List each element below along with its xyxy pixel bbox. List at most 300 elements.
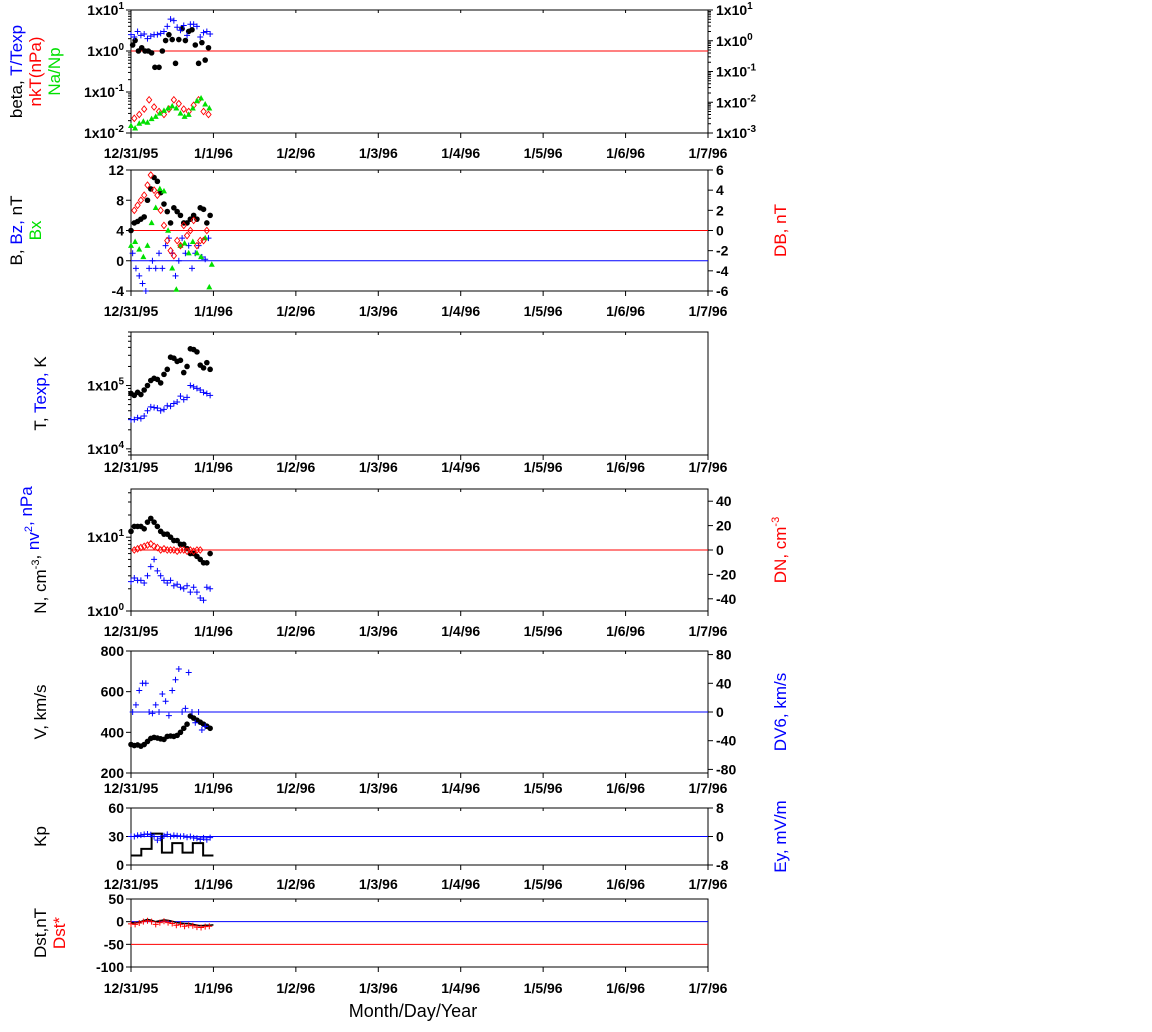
y-tick-label: 0 <box>116 252 124 269</box>
data-point <box>201 365 207 371</box>
data-point <box>189 27 195 33</box>
data-point <box>133 702 139 708</box>
y-tick-label: $1x10^{-1}$ <box>83 83 124 100</box>
data-point <box>204 560 210 566</box>
data-point <box>164 209 170 215</box>
x-tick-label: 1/6/96 <box>606 876 646 892</box>
x-tick-label: 1/2/96 <box>276 980 316 996</box>
data-point <box>138 32 144 38</box>
data-point <box>168 220 174 226</box>
data-point <box>148 404 154 410</box>
data-point <box>143 288 149 294</box>
data-point <box>184 364 190 370</box>
data-point <box>184 583 190 589</box>
data-point <box>175 237 180 243</box>
data-point <box>187 383 193 389</box>
data-point <box>136 687 142 693</box>
data-point <box>155 524 161 530</box>
x-tick-label: 1/5/96 <box>523 623 563 639</box>
y-tick-label: $1x10^1$ <box>87 1 124 18</box>
data-point <box>168 16 174 22</box>
data-point <box>199 727 205 733</box>
data-point <box>171 18 177 24</box>
x-tick-label: 1/7/96 <box>688 623 728 639</box>
data-point <box>141 526 147 532</box>
y-axis-label: Na/Np <box>45 47 64 96</box>
x-tick-label: 1/6/96 <box>606 459 646 475</box>
data-point <box>176 100 181 106</box>
panel-magnetic-field <box>7 162 790 319</box>
data-point <box>140 254 146 260</box>
data-point <box>154 32 160 38</box>
data-point <box>181 106 186 112</box>
data-point <box>169 687 175 693</box>
y-tick-label: 800 <box>100 643 124 659</box>
data-point <box>156 65 162 71</box>
data-point <box>128 529 134 535</box>
y-axis-label: V, km/s <box>31 684 50 740</box>
data-point <box>140 280 146 286</box>
x-tick-label: 1/3/96 <box>358 980 398 996</box>
data-point <box>183 38 189 44</box>
data-point <box>166 32 172 38</box>
x-tick-label: 1/3/96 <box>358 623 398 639</box>
x-tick-label: 1/6/96 <box>606 980 646 996</box>
right-y-tick-label: -40 <box>716 590 737 607</box>
series-dv6 <box>130 666 209 733</box>
data-point <box>135 28 141 34</box>
y-axis-label: Dst* <box>50 916 69 950</box>
data-point <box>149 258 155 264</box>
right-y-tick-label: 6 <box>716 162 724 178</box>
x-tick-label: 1/4/96 <box>441 459 481 475</box>
data-point <box>194 589 200 595</box>
data-point <box>190 239 196 245</box>
data-point <box>137 111 142 117</box>
data-point <box>196 61 202 67</box>
data-point <box>158 408 164 414</box>
x-tick-label: 1/5/96 <box>523 459 563 475</box>
data-point <box>181 370 187 376</box>
data-point <box>178 358 184 364</box>
x-tick-label: 1/1/96 <box>193 145 233 161</box>
x-tick-label: 12/31/95 <box>103 145 159 161</box>
x-tick-label: 1/7/96 <box>688 459 728 475</box>
x-tick-label: 1/2/96 <box>276 876 316 892</box>
data-point <box>207 586 213 592</box>
x-tick-label: 1/2/96 <box>276 459 316 475</box>
x-tick-label: 1/1/96 <box>193 459 233 475</box>
data-point <box>151 556 157 562</box>
x-tick-label: 1/4/96 <box>441 145 481 161</box>
right-y-tick-label: -80 <box>716 761 737 778</box>
data-point <box>206 45 212 51</box>
data-point <box>197 34 203 40</box>
data-point <box>132 38 138 44</box>
data-point <box>201 207 207 213</box>
data-point <box>147 97 152 103</box>
plot-frame <box>131 899 708 967</box>
data-point <box>153 205 159 211</box>
x-tick-label: 1/1/96 <box>193 303 233 319</box>
series-bz <box>130 235 212 294</box>
right-y-tick-label: 0 <box>716 704 724 720</box>
data-point <box>153 702 159 708</box>
x-tick-label: 1/4/96 <box>441 303 481 319</box>
y-tick-label: $1x10^1$ <box>87 528 124 546</box>
data-point <box>161 918 167 924</box>
data-point <box>149 50 155 56</box>
data-point <box>163 38 169 44</box>
data-point <box>171 583 177 589</box>
right-y-tick-label: 40 <box>716 493 732 510</box>
x-tick-label: 12/31/95 <box>103 623 159 639</box>
data-point <box>184 834 190 840</box>
y-tick-label: $1x10^0$ <box>87 42 124 59</box>
data-point <box>181 586 187 592</box>
data-point <box>202 57 208 63</box>
data-point <box>187 834 193 840</box>
panel-beta <box>7 1 756 161</box>
y-tick-label: 400 <box>100 724 124 741</box>
x-tick-label: 1/5/96 <box>523 780 563 796</box>
data-point <box>136 273 142 279</box>
x-tick-label: 1/7/96 <box>688 145 728 161</box>
data-point <box>132 207 137 213</box>
y-tick-label: 8 <box>116 192 124 209</box>
data-point <box>201 30 207 36</box>
data-point <box>169 103 175 109</box>
data-point <box>169 37 175 43</box>
data-point <box>135 202 140 208</box>
x-tick-label: 1/2/96 <box>276 145 316 161</box>
series-dn <box>132 541 203 555</box>
data-point <box>146 265 152 271</box>
data-point <box>186 250 192 256</box>
data-point <box>181 833 187 839</box>
x-tick-label: 1/5/96 <box>523 876 563 892</box>
data-point <box>187 589 193 595</box>
data-point <box>155 179 161 185</box>
data-point <box>144 408 150 414</box>
y-tick-label: 30 <box>108 828 124 845</box>
data-point <box>164 367 170 373</box>
data-point <box>171 401 177 407</box>
y-axis-label: nkT(nPa) <box>26 36 45 107</box>
y-tick-label: -4 <box>111 283 124 299</box>
x-tick-label: 1/1/96 <box>193 623 233 639</box>
data-point <box>141 387 147 393</box>
panel-kp <box>31 800 790 892</box>
y-tick-label: 200 <box>100 765 124 781</box>
data-point <box>177 393 183 399</box>
y-tick-label: -50 <box>103 936 124 953</box>
data-point <box>201 108 206 114</box>
data-point <box>132 239 138 245</box>
data-point <box>144 242 150 248</box>
x-tick-label: 1/5/96 <box>523 145 563 161</box>
data-point <box>189 265 195 271</box>
data-point <box>149 220 155 226</box>
x-tick-label: 1/7/96 <box>688 980 728 996</box>
data-point <box>142 106 147 112</box>
y-axis-label: Kp <box>31 826 50 847</box>
x-tick-label: 1/2/96 <box>276 780 316 796</box>
x-tick-label: 1/4/96 <box>441 780 481 796</box>
data-point <box>128 122 134 128</box>
y-tick-label: 60 <box>108 800 124 816</box>
data-point <box>159 265 165 271</box>
right-y-tick-label: 20 <box>716 517 732 534</box>
data-point <box>174 24 180 30</box>
data-point <box>194 385 200 391</box>
data-point <box>194 349 200 355</box>
right-y-tick-label: -20 <box>716 566 737 583</box>
x-tick-label: 1/7/96 <box>688 876 728 892</box>
data-point <box>202 101 208 107</box>
data-point <box>138 416 144 422</box>
right-y-tick-label: 40 <box>716 675 732 692</box>
x-tick-label: 12/31/95 <box>103 780 159 796</box>
x-tick-label: 1/6/96 <box>606 145 646 161</box>
data-point <box>151 104 156 110</box>
panel-dst <box>31 891 728 996</box>
data-point <box>148 564 154 570</box>
data-point <box>168 403 174 409</box>
panel-velocity <box>31 643 790 796</box>
data-point <box>169 265 175 271</box>
right-y-tick-label: 8 <box>716 800 724 816</box>
data-point <box>206 111 211 117</box>
data-point <box>141 214 147 220</box>
data-point <box>174 581 180 587</box>
data-point <box>196 709 202 715</box>
series-texp <box>128 383 213 423</box>
right-y-tick-label: -40 <box>716 732 737 749</box>
y-tick-label: $1x10^5$ <box>87 376 124 394</box>
data-point <box>161 406 167 412</box>
data-point <box>156 709 162 715</box>
data-point <box>141 413 147 419</box>
y-axis-label: Dst,nT <box>31 907 50 959</box>
right-axis-label: Ey, mV/m <box>771 800 790 873</box>
data-point <box>179 709 185 715</box>
data-point <box>161 222 166 228</box>
data-point <box>171 97 176 103</box>
data-point <box>133 265 139 271</box>
panel-density <box>17 486 790 639</box>
data-point <box>191 384 197 390</box>
data-point <box>131 834 137 840</box>
data-point <box>143 680 149 686</box>
right-y-tick-label: 0 <box>716 542 724 558</box>
data-point <box>128 228 134 234</box>
data-point <box>178 213 184 219</box>
y-axis-label: Bx <box>26 220 45 241</box>
right-y-tick-label: 0 <box>716 828 724 845</box>
x-tick-label: 1/7/96 <box>688 303 728 319</box>
data-point <box>204 584 210 590</box>
right-y-tick-label: 0 <box>716 222 724 239</box>
data-point <box>186 670 192 676</box>
x-tick-label: 1/2/96 <box>276 623 316 639</box>
series-ey <box>128 831 213 843</box>
y-tick-label: $1x10^{-2}$ <box>83 124 124 141</box>
series-n <box>128 516 213 566</box>
data-point <box>182 705 188 711</box>
series-nv2 <box>128 556 213 603</box>
plot-frame <box>131 332 708 455</box>
plot-frame <box>131 10 708 133</box>
right-y-tick-label: $1x10^{-2}$ <box>716 93 757 111</box>
data-point <box>206 284 212 290</box>
y-tick-label: 0 <box>116 857 124 873</box>
data-point <box>176 258 182 264</box>
data-point <box>177 584 183 590</box>
x-tick-label: 12/31/95 <box>103 980 159 996</box>
data-point <box>191 584 197 590</box>
data-point <box>160 48 166 54</box>
data-point <box>184 232 189 238</box>
x-tick-label: 1/4/96 <box>441 876 481 892</box>
series-v <box>128 713 213 749</box>
right-y-tick-label: 80 <box>716 646 732 663</box>
data-point <box>145 197 151 203</box>
right-y-tick-label: -6 <box>716 283 729 299</box>
data-point <box>145 383 151 389</box>
data-point <box>161 372 167 378</box>
y-tick-label: $1x10^0$ <box>87 602 124 619</box>
data-point <box>164 23 170 29</box>
data-point <box>146 709 152 715</box>
data-point <box>176 666 182 672</box>
x-tick-label: 1/3/96 <box>358 145 398 161</box>
x-tick-label: 1/5/96 <box>523 980 563 996</box>
right-y-tick-label: 2 <box>716 202 724 219</box>
panel-temperature <box>31 332 728 475</box>
data-point <box>161 201 167 207</box>
right-y-tick-label: -4 <box>716 262 729 279</box>
x-tick-label: 12/31/95 <box>103 459 159 475</box>
x-tick-label: 1/6/96 <box>606 780 646 796</box>
data-point <box>158 573 164 579</box>
data-point <box>174 399 180 405</box>
data-point <box>173 286 179 292</box>
data-point <box>141 31 147 37</box>
data-point <box>154 568 160 574</box>
data-point <box>163 698 169 704</box>
x-axis-title: Month/Day/Year <box>348 1001 478 1021</box>
data-point <box>149 710 155 716</box>
data-point <box>209 261 215 267</box>
y-tick-label: 4 <box>116 222 124 239</box>
data-point <box>164 403 170 409</box>
right-axis-label: DN, $cm^{-3}$ <box>770 516 790 584</box>
x-tick-label: 1/4/96 <box>441 980 481 996</box>
data-point <box>157 186 163 192</box>
y-axis-label: T, Texp, K <box>31 356 50 431</box>
right-axis-label: DV6, km/s <box>771 672 790 752</box>
data-point <box>204 360 210 366</box>
data-point <box>138 197 143 203</box>
x-tick-label: 1/5/96 <box>523 303 563 319</box>
data-point <box>176 37 182 43</box>
data-point <box>192 42 198 48</box>
data-point <box>136 246 142 252</box>
y-tick-label: $1x10^4$ <box>87 439 124 457</box>
data-point <box>173 273 179 279</box>
data-point <box>128 579 134 585</box>
y-tick-label: 50 <box>108 891 124 907</box>
data-point <box>138 832 144 838</box>
right-y-tick-label: $1x10^{-1}$ <box>716 62 757 80</box>
right-y-tick-label: $1x10^{-3}$ <box>716 124 757 141</box>
x-tick-label: 1/2/96 <box>276 303 316 319</box>
data-point <box>144 573 150 579</box>
x-tick-label: 1/1/96 <box>193 980 233 996</box>
data-point <box>166 713 172 719</box>
right-y-tick-label: $1x10^1$ <box>716 1 753 18</box>
data-point <box>173 61 179 67</box>
data-point <box>156 250 162 256</box>
data-point <box>184 721 190 727</box>
x-tick-label: 1/3/96 <box>358 303 398 319</box>
right-y-tick-label: 4 <box>716 182 724 199</box>
series-dst- <box>128 918 212 931</box>
data-point <box>207 367 213 373</box>
right-y-tick-label: -8 <box>716 857 729 873</box>
right-y-tick-label: -2 <box>716 242 729 259</box>
data-point <box>199 40 205 46</box>
data-point <box>173 677 179 683</box>
data-point <box>151 404 157 410</box>
x-tick-label: 1/1/96 <box>193 876 233 892</box>
x-tick-label: 12/31/95 <box>103 876 159 892</box>
data-point <box>144 918 150 924</box>
data-point <box>174 833 180 839</box>
data-point <box>204 220 210 226</box>
x-tick-label: 1/6/96 <box>606 623 646 639</box>
x-tick-label: 1/3/96 <box>358 459 398 475</box>
data-point <box>179 235 185 241</box>
data-point <box>153 265 159 271</box>
y-tick-label: 12 <box>108 162 124 178</box>
x-tick-label: 1/6/96 <box>606 303 646 319</box>
data-point <box>207 213 213 219</box>
data-point <box>197 836 203 842</box>
data-point <box>159 691 165 697</box>
x-tick-label: 1/3/96 <box>358 780 398 796</box>
data-point <box>190 105 196 111</box>
x-tick-label: 1/7/96 <box>688 780 728 796</box>
y-axis-label: B, Bz, nT <box>7 195 26 266</box>
right-axis-label: DB, nT <box>771 204 790 257</box>
y-tick-label: -100 <box>95 959 124 975</box>
data-point <box>158 207 163 213</box>
x-tick-label: 1/1/96 <box>193 780 233 796</box>
data-point <box>142 192 147 198</box>
right-y-tick-label: $1x10^0$ <box>716 31 753 49</box>
series-beta <box>130 26 211 70</box>
y-tick-label: 600 <box>100 683 124 700</box>
x-tick-label: 1/3/96 <box>358 876 398 892</box>
y-tick-label: 0 <box>116 913 124 930</box>
data-point <box>198 95 204 101</box>
y-axis-label: beta, T/Texp <box>7 24 26 119</box>
y-axis-label: N, $cm^{-3}$, $nv^2$, nPa <box>17 486 50 614</box>
data-point <box>138 392 144 398</box>
x-tick-label: 1/4/96 <box>441 623 481 639</box>
